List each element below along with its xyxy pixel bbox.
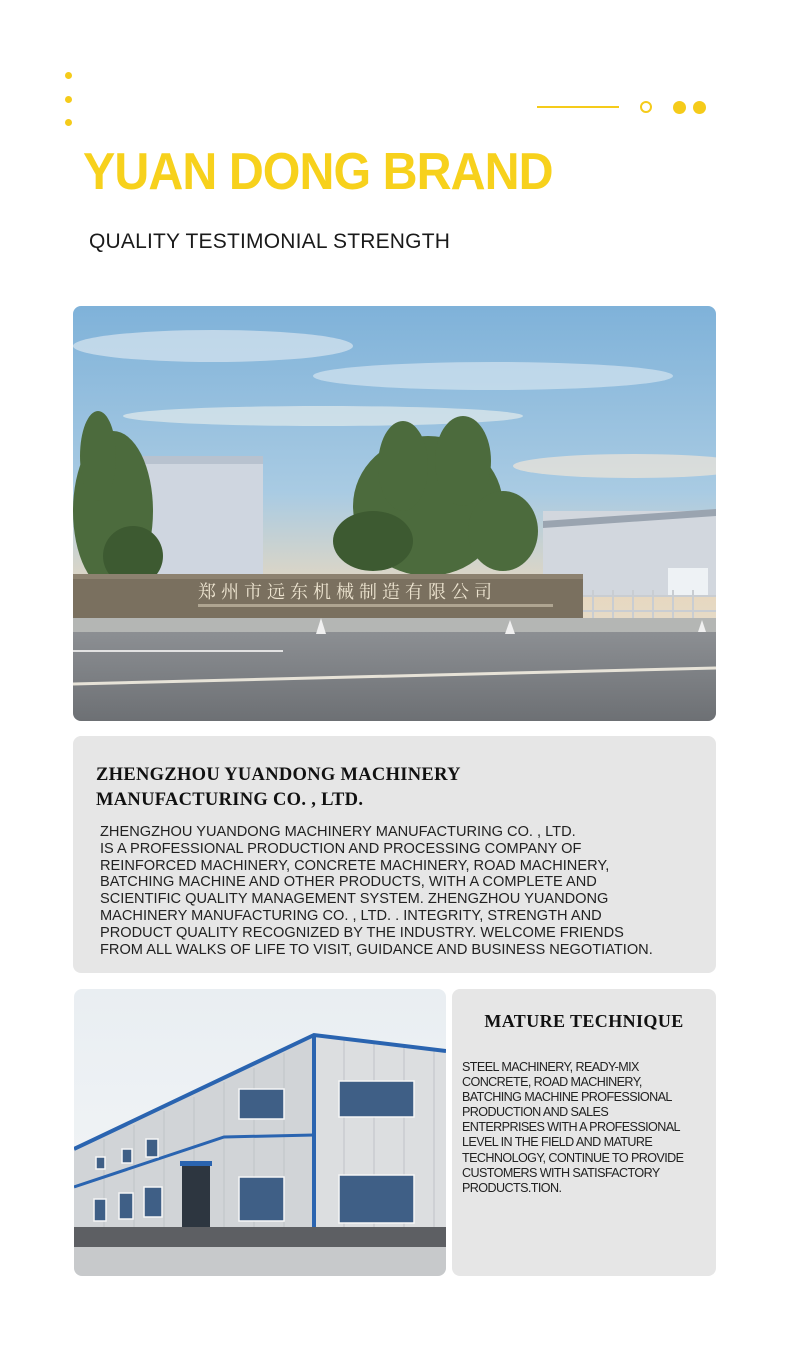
decor-dot-2 — [65, 96, 72, 103]
brand-title: YUAN DONG BRAND — [83, 143, 553, 201]
company-heading-line-1: ZHENGZHOU YUANDONG MACHINERY — [96, 765, 461, 785]
brand-subtitle: QUALITY TESTIMONIAL STRENGTH — [89, 230, 451, 253]
factory-building-photo — [74, 989, 446, 1276]
company-info-card — [73, 736, 716, 973]
company-sign-text: 郑州市远东机械制造有限公司 — [198, 582, 497, 603]
decor-dot-1 — [65, 72, 72, 79]
company-description: ZHENGZHOU YUANDONG MACHINERY MANUFACTURING CO. , LTD. IS A PROFESSIONAL PRODUCTION AND PROCESSING COMPANY OF REINFORCED MACHINERY, CONCRETE MACHINERY, ROAD MACHINERY, BATCHING MACHINE AND OTHER PRODUCTS, WITH A COMPLETE AND SCIENTIFIC QUALITY MANAGEMENT SYSTEM. ZHENGZHOU YUANDONG MACHINERY MANUFACTURING CO. , LTD. . INTEGRITY, STRENGTH AND PRODUCT QUALITY RECOGNIZED BY THE INDUSTRY. WELCOME FRIENDS FROM ALL WALKS OF LIFE TO VISIT, GUIDANCE AND BUSINESS NEGOTIATION. — [100, 824, 653, 958]
company-heading — [96, 763, 696, 813]
decor-dot-filled-1 — [673, 101, 686, 114]
technique-heading: MATURE TECHNIQUE — [484, 1011, 684, 1031]
decor-ring-icon — [640, 101, 652, 113]
company-heading-line-2: MANUFACTURING CO. , LTD. — [96, 790, 364, 810]
decor-line — [537, 106, 619, 108]
factory-gate-photo — [73, 306, 716, 721]
technique-card — [452, 989, 716, 1276]
technique-description: STEEL MACHINERY, READY-MIX CONCRETE, ROAD MACHINERY, BATCHING MACHINE PROFESSIONAL PRODUCTION AND SALES ENTERPRISES WITH A PROFESSIONAL LEVEL IN THE FIELD AND MATURE TECHNOLOGY, CONTINUE TO PROVIDE CUSTOMERS WITH SATISFACTORY PRODUCTS.TION. — [462, 1060, 684, 1195]
decor-dot-3 — [65, 119, 72, 126]
decor-dot-filled-2 — [693, 101, 706, 114]
